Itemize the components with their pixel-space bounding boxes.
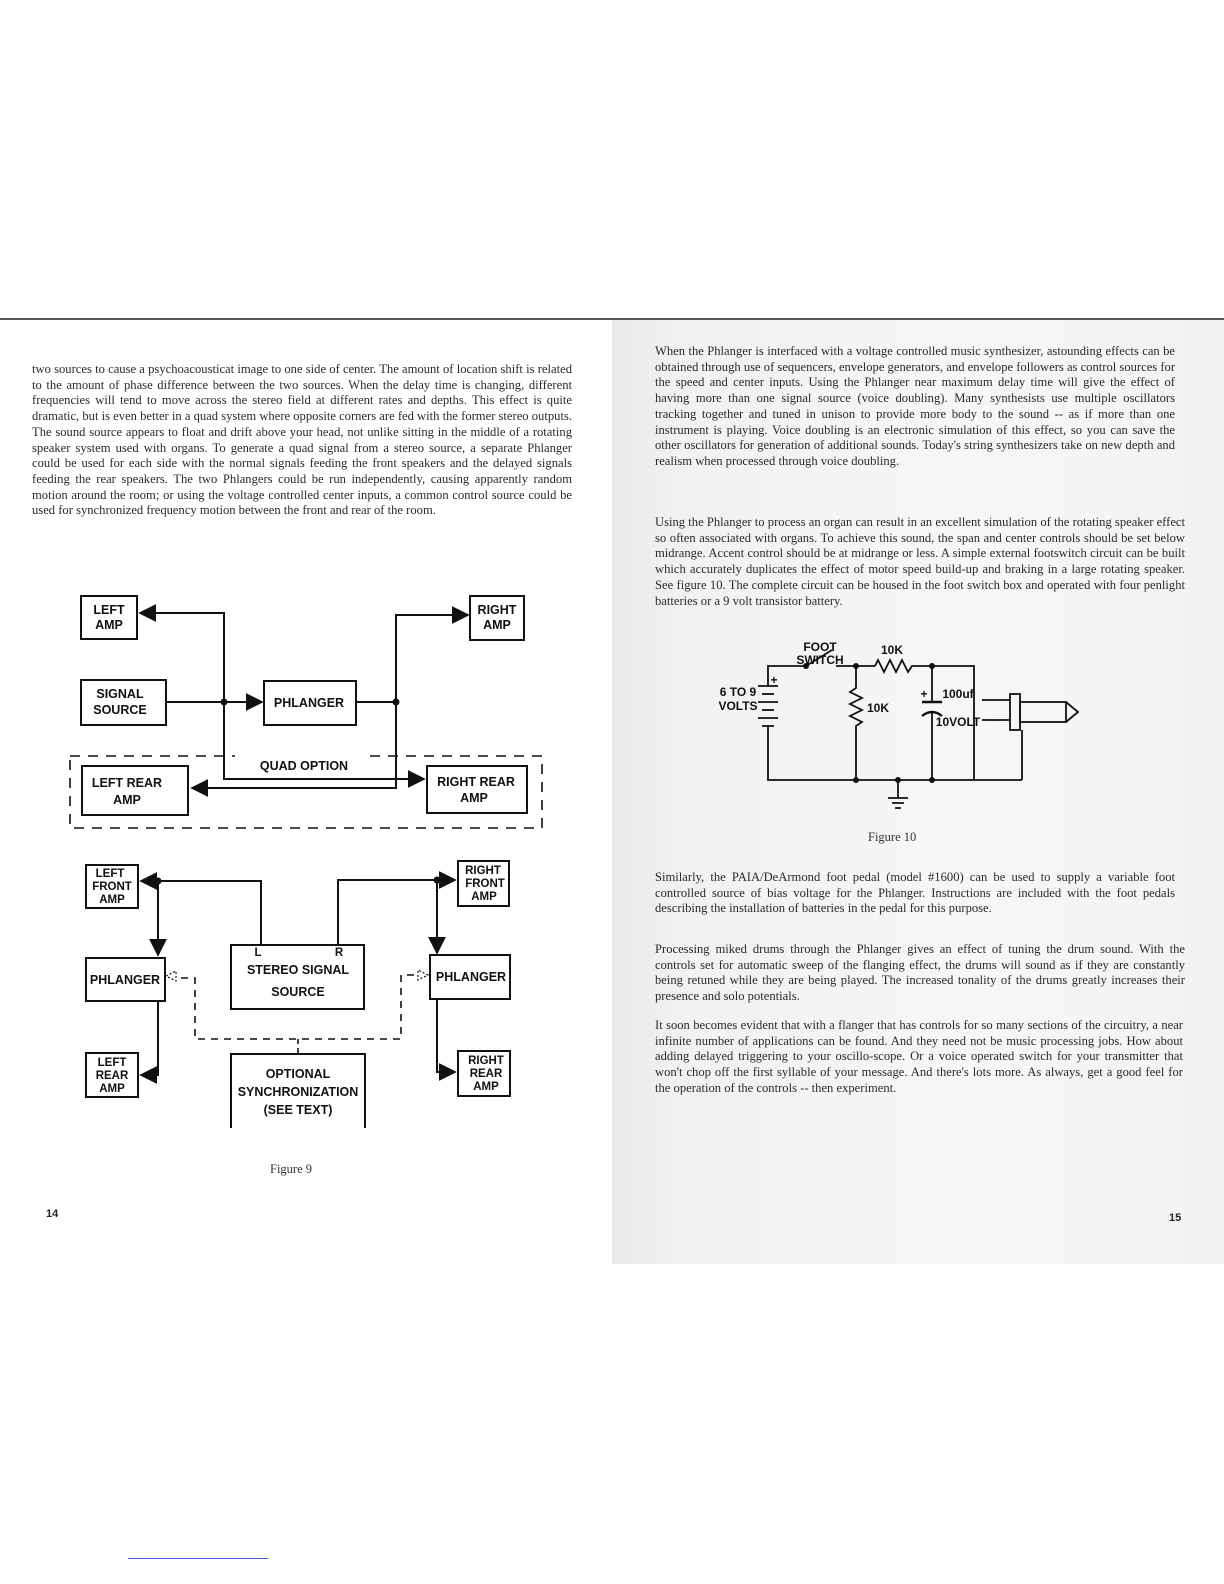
signal-source-label-2: SOURCE [93, 703, 147, 717]
optional-sync-label-1: OPTIONAL [265, 1067, 331, 1081]
right-rear-amp-label-b2: REAR [469, 1068, 503, 1080]
foot-switch-label-1: FOOT [803, 640, 837, 654]
right-page [612, 318, 1224, 1264]
right-front-amp-label-2: FRONT [465, 878, 505, 890]
figure-10-caption: Figure 10 [868, 830, 917, 844]
phlanger-right-label: PHLANGER [435, 970, 507, 984]
stereo-source-label-2: SOURCE [271, 985, 325, 999]
left-front-amp-label-3: AMP [99, 894, 125, 906]
quad-option-label: QUAD OPTION [259, 759, 349, 773]
left-rear-amp-label-b3: AMP [99, 1083, 125, 1095]
left-front-amp-label-2: FRONT [92, 881, 132, 893]
figure-10-circuit [702, 640, 1102, 810]
left-front-amp-label-1: LEFT [95, 868, 125, 880]
cap-plus: + [920, 687, 928, 701]
stereo-source-box [231, 945, 364, 1009]
left-amp-label-2: AMP [95, 618, 123, 632]
phlanger-label: PHLANGER [273, 696, 345, 710]
book-spread [0, 318, 1224, 1264]
foot-switch-label-2: SWITCH [796, 653, 844, 667]
optional-sync-label-2: SYNCHRONIZATION [237, 1085, 359, 1099]
right-front-amp-label-1: RIGHT [465, 865, 501, 877]
stereo-source-label-1: STEREO SIGNAL [246, 963, 350, 977]
page-number-right: 15 [1169, 1212, 1182, 1224]
battery-label-2: VOLTS [718, 699, 758, 713]
cap-voltage-label: 10VOLT [935, 715, 981, 729]
stereo-r-label: R [334, 947, 344, 959]
right-page-paragraph-5: It soon becomes evident that with a flanger that has controls for so many sections of the circuitry, a near infinite number of applications can be found. And they need not be music processing jobs. How about adding delayed triggering to your oscillo-scope. Or a voice operated switch for your transmitter that won't chop off the first syllable of your message. And there's lots more. As always, get a good feel for the operation of the controls -- then experiment. [655, 1018, 1183, 1095]
left-page [0, 318, 612, 1264]
left-amp-label-1: LEFT [93, 603, 125, 617]
right-amp-label-2: AMP [483, 618, 511, 632]
right-rear-amp-label-2: AMP [460, 791, 488, 805]
optional-sync-label-3: (SEE TEXT) [263, 1103, 333, 1117]
battery-label-1: 6 TO 9 [719, 685, 757, 699]
left-rear-amp-box [82, 766, 188, 815]
right-page-paragraph-4: Processing miked drums through the Phlanger gives an effect of tuning the drum sound. With the controls set for automatic sweep of the flanging effect, the drums will sound as if they are constantly being retuned while they are being played. The increased tonality of the drums greatly increases their presence and solo potentials. [655, 942, 1185, 1004]
signal-source-label-1: SIGNAL [96, 687, 144, 701]
right-page-paragraph-2: Using the Phlanger to process an organ can result in an excellent simulation of the rotating speaker effect so often associated with organs. To achieve this sound, the span and center controls should be set below midrange. Accent control should be at midrange or less. A simple external footswitch circuit can be built which accurately duplicates the effect of motor speed build-up and braking in a large rotating speaker. See figure 10. The complete circuit can be housed in the foot switch box and operated with four penlight batteries or a 9 volt transistor battery. [655, 515, 1185, 608]
r1-label: 10K [880, 643, 904, 657]
right-page-paragraph-3: Similarly, the PAIA/DeArmond foot pedal (model #1600) can be used to supply a variable foot controlled source of bias voltage for the Phlanger. Instructions are included with the foot pedals describing the installation of batteries in the pedal for this purpose. [655, 870, 1175, 916]
phlanger-left-label: PHLANGER [89, 973, 161, 987]
right-amp-label-1: RIGHT [477, 603, 517, 617]
right-rear-amp-label-1: RIGHT REAR [437, 775, 515, 789]
right-rear-amp-box [427, 766, 527, 813]
right-rear-amp-label-b1: RIGHT [468, 1055, 504, 1067]
left-rear-amp-label-2: AMP [113, 793, 141, 807]
link-underline [128, 1558, 268, 1559]
right-rear-amp-label-b3: AMP [473, 1081, 499, 1093]
right-front-amp-label-3: AMP [471, 891, 497, 903]
left-page-paragraph: two sources to cause a psychoacousticat image to one side of center. The amount of location shift is related to the amount of phase difference between the two sources. When the delay time is changing, different frequencies will tend to move across the stereo field at different rates and depths. This effect is quite dramatic, but is even better in a quad system where opposite corners are fed with the former stereo outputs. The sound source appears to float and drift above your head, not unlike sitting in the middle of a rotating speaker system used with organs. To generate a quad signal from a stereo source, a separate Phlanger could be used for each side with the normal signals feeding the front speakers and the delayed signals feeding the rear speakers. The two Phlangers could be run independently, causing apparently random motion around the room; or using the voltage controlled center inputs, a common control source could be used for synchronized frequency motion between the front and rear of the room. [32, 362, 572, 518]
r2-label: 10K [866, 701, 890, 715]
figure-9-diagram [0, 588, 612, 1128]
right-page-paragraph-1: When the Phlanger is interfaced with a voltage controlled music synthesizer, astounding effects can be obtained through use of sequencers, envelope generators, and envelope followers as control sources for the speed and center inputs. Using the Phlanger near maximum delay time will give the effect of having more than one signal source (voice doubling). Many synthesists use multiple oscillators tracking together and tuned in unison to provide more body to the sound -- as if more than one instrument is playing. Voice doubling is an electronic simulation of this effect, so you can save the other oscillators for generation of additional sounds. Today's string synthesizers take on new depth and realism when processed through voice doubling. [655, 344, 1176, 468]
page-number-left: 14 [46, 1208, 59, 1220]
left-rear-amp-label-b2: REAR [95, 1070, 129, 1082]
battery-plus: + [770, 673, 778, 687]
left-rear-amp-label-1: LEFT REAR [91, 776, 163, 790]
top-rule [0, 318, 1224, 320]
figure-9-caption: Figure 9 [270, 1162, 313, 1176]
cap-value-label: 100uf [942, 687, 974, 701]
left-rear-amp-label-b1: LEFT [97, 1057, 127, 1069]
stereo-l-label: L [254, 947, 262, 959]
